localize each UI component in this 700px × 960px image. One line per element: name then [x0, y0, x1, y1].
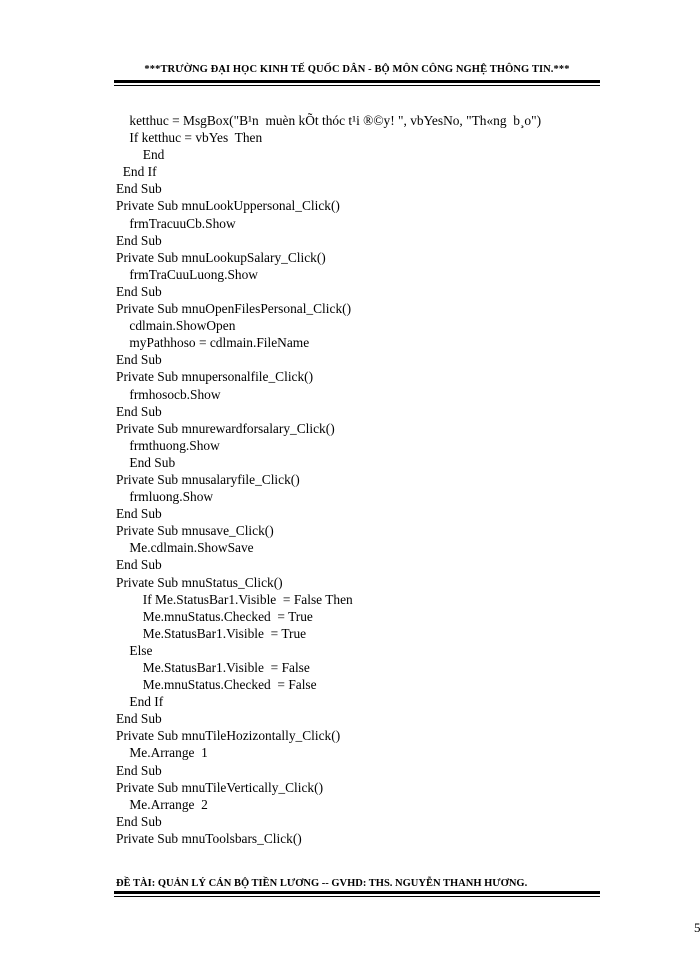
code-line: End Sub: [116, 557, 162, 573]
code-line: Private Sub mnuToolsbars_Click(): [116, 830, 302, 846]
code-line: If Me.StatusBar1.Visible = False Then: [116, 591, 353, 607]
code-line: Else: [116, 642, 153, 658]
code-line: frmTracuuCb.Show: [116, 215, 236, 231]
code-line: frmthuong.Show: [116, 437, 220, 453]
code-line: cdlmain.ShowOpen: [116, 318, 236, 334]
code-line: Me.Arrange 2: [116, 796, 208, 812]
code-line: End Sub: [116, 181, 162, 197]
code-line: Private Sub mnusave_Click(): [116, 523, 274, 539]
code-line: Private Sub mnuTileVertically_Click(): [116, 779, 324, 795]
code-line: Me.cdlmain.ShowSave: [116, 540, 254, 556]
code-line: Private Sub mnuStatus_Click(): [116, 574, 283, 590]
code-line: frmTraCuuLuong.Show: [116, 266, 258, 282]
code-line: Private Sub mnuLookupSalary_Click(): [116, 249, 326, 265]
code-line: frmluong.Show: [116, 489, 214, 505]
code-line: Private Sub mnuTileHozizontally_Click(): [116, 728, 341, 744]
code-line: Private Sub mnuLookUppersonal_Click(): [116, 198, 340, 214]
footer-rule-thin: [114, 896, 600, 897]
code-line: End Sub: [116, 403, 162, 419]
code-line: Private Sub mnuOpenFilesPersonal_Click(): [116, 301, 352, 317]
code-line: End Sub: [116, 506, 162, 522]
code-line: End: [116, 147, 165, 163]
code-line: Private Sub mnurewardforsalary_Click(): [116, 420, 335, 436]
header-rule-thick: [114, 80, 600, 83]
page-header-title: ***TRƯỜNG ĐẠI HỌC KINH TẾ QUỐC DÂN - BỘ MÔN CÔNG NGHỆ THÔNG TIN.***: [144, 64, 570, 75]
code-line: End Sub: [116, 454, 176, 470]
code-line: End If: [116, 694, 164, 710]
code-line: End Sub: [116, 232, 162, 248]
code-line: myPathhoso = cdlmain.FileName: [116, 335, 310, 351]
code-line: Me.StatusBar1.Visible = True: [116, 625, 307, 641]
page-number: 5: [694, 920, 700, 935]
code-line: Private Sub mnupersonalfile_Click(): [116, 369, 314, 385]
code-line: End Sub: [116, 813, 162, 829]
page-footer-text: ĐỀ TÀI: QUẢN LÝ CÁN BỘ TIỀN LƯƠNG -- GVHD: THS. NGUYỄN THANH HƯƠNG.: [116, 878, 528, 889]
code-listing: [116, 112, 541, 847]
code-line: End If: [116, 164, 157, 180]
code-line: If ketthuc = vbYes Then: [116, 130, 263, 146]
code-line: ketthuc = MsgBox("B¹n muèn kÕt thóc t¹i ®©y! ", vbYesNo, "Th«ng b¸o"): [116, 113, 542, 128]
code-line: Me.StatusBar1.Visible = False: [116, 660, 310, 675]
code-line: End Sub: [116, 711, 162, 727]
code-line: End Sub: [116, 283, 162, 299]
code-line: frmhosocb.Show: [116, 386, 221, 402]
code-line: End Sub: [116, 352, 162, 368]
code-line: End Sub: [116, 762, 162, 778]
code-line: Me.Arrange 1: [116, 745, 208, 761]
code-line: Private Sub mnusalaryfile_Click(): [116, 471, 300, 487]
header-rule-thin: [114, 85, 600, 86]
footer-rule-thick: [114, 891, 600, 894]
code-line: Me.mnuStatus.Checked = False: [116, 677, 317, 693]
code-line: Me.mnuStatus.Checked = True: [116, 608, 313, 624]
